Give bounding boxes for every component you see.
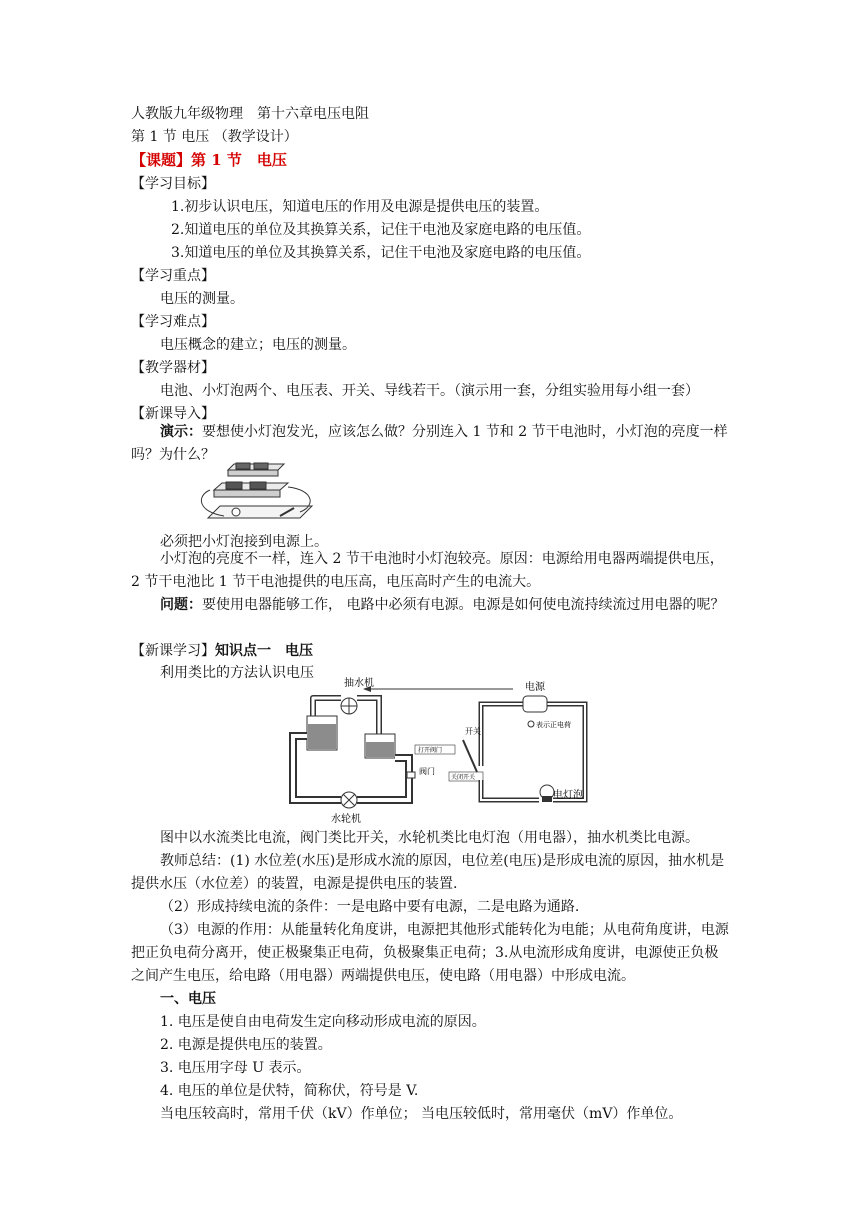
turbine-label: 水轮机 [331, 814, 361, 825]
topic-heading [131, 149, 287, 171]
goal-item: 2.知道电压的单位及其换算关系，记住干电池及家庭电路的电压值。 [171, 222, 591, 238]
two-cell-battery-holder [228, 463, 284, 476]
section-item: 3. 电压用字母 U 表示。 [160, 1060, 311, 1076]
teacher-summary-1: 教师总结：(1) 水位差(水压)是形成水流的原因，电位差(电压)是形成电流的原因，抽水机是提供水压（水位差）的装置，电源是提供电压的装置. [131, 853, 725, 892]
section-item: 1. 电压是使自由电荷发生定向移动形成电流的原因。 [160, 1014, 486, 1030]
positive-charge-label: 表示正电荷 [536, 721, 571, 729]
source-label: 电源 [525, 682, 545, 693]
newlesson-tag: 【新课学习】 [131, 643, 215, 659]
bulb-label: 电灯泡 [553, 790, 583, 801]
intro-heading: 【新课导入】 [131, 406, 215, 422]
difficulty-text: 电压概念的建立；电压的测量。 [160, 337, 356, 353]
bulb-icon [232, 508, 240, 516]
question-label: 问题： [160, 597, 202, 613]
goals-heading: 【学习目标】 [131, 176, 215, 192]
focus-heading: 【学习重点】 [131, 268, 215, 284]
topic-tag: 【课题】 [131, 151, 192, 169]
goal-item: 3.知道电压的单位及其换算关系，记住干电池及家庭电路的电压值。 [171, 245, 591, 261]
analogy-caption: 图中以水流类比电流，阀门类比开关，水轮机类比电灯泡（用电器），抽水机类比电源。 [160, 830, 699, 846]
switch-label: 开关 [465, 727, 481, 736]
intro-after-figure: 必须把小灯泡接到电源上。 [160, 534, 328, 550]
demo-label: 演示： [160, 424, 202, 440]
intro-question [131, 594, 731, 617]
open-valve-label: 打开阀门 [418, 747, 443, 754]
valve-label: 阀门 [419, 767, 435, 776]
goal-item: 1.初步认识电压，知道电压的作用及电源是提供电压的装置。 [171, 199, 549, 215]
valve-icon [407, 772, 415, 778]
section-last-line: 当电压较高时，常用千伏（kV）作单位； 当电压较低时，常用毫伏（mV）作单位。 [160, 1106, 683, 1122]
intro-explain: 小灯泡的亮度不一样，连入 2 节干电池时小灯泡较亮。原因：电源给用电器两端提供电压，2 节干电池比 1 节干电池提供的电压高，电压高时产生的电流大。 [131, 551, 724, 590]
pump-label: 抽水机 [344, 678, 374, 689]
section-voltage-heading: 一、电压 [160, 991, 216, 1007]
single-cell-battery-holder [214, 482, 288, 497]
demo-text: 要想使小灯泡发光，应该怎么做？分别连入 1 节和 2 节干电池时，小灯泡的亮度一样吗？为什么？ [131, 424, 728, 463]
switch-icon [463, 740, 477, 772]
teacher-summary-3: （3）电源的作用：从能量转化角度讲，电源把其他形式能转化为电能；从电荷角度讲，电源把正负电荷分离开，使正极聚集正电荷，负极聚集正电荷；3.从电流形成角度讲，电源使正负极之间产生电压，给电路（用电器）两端提供电压，使电路（用电器）中形成电流。 [131, 922, 729, 984]
equipment-text: 电池、小灯泡两个、电压表、开关、导线若干。（演示用一套，分组实验用每小组一套） [160, 383, 699, 399]
difficulty-heading: 【学习难点】 [131, 314, 215, 330]
topic-text: 第 1 节 电压 [191, 151, 287, 169]
doc-header-line1: 人教版九年级物理 第十六章电压电阻 [131, 106, 369, 122]
doc-header-line2: 第 1 节 电压 （教学设计） [131, 129, 298, 145]
power-source-icon [523, 696, 547, 712]
section-item: 4. 电压的单位是伏特，简称伏，符号是 V. [160, 1083, 419, 1099]
close-switch-label: 关闭开关 [451, 774, 476, 781]
teacher-summary-2: （2）形成持续电流的条件：一是电路中要有电源，二是电路为通路. [160, 899, 580, 915]
knowledge-point: 知识点一 电压 [215, 643, 313, 659]
newlesson-heading [131, 640, 313, 662]
water-circuit-analogy-figure [285, 676, 610, 826]
equipment-heading: 【教学器材】 [131, 360, 215, 376]
section-item: 2. 电源是提供电压的装置。 [160, 1037, 332, 1053]
battery-bulb-figure [188, 460, 324, 530]
analogy-intro: 利用类比的方法认识电压 [160, 665, 314, 681]
question-text: 要使用电器能够工作， 电路中必须有电源。电源是如何使电流持续流过用电器的呢？ [202, 597, 725, 613]
focus-text: 电压的测量。 [160, 291, 244, 307]
